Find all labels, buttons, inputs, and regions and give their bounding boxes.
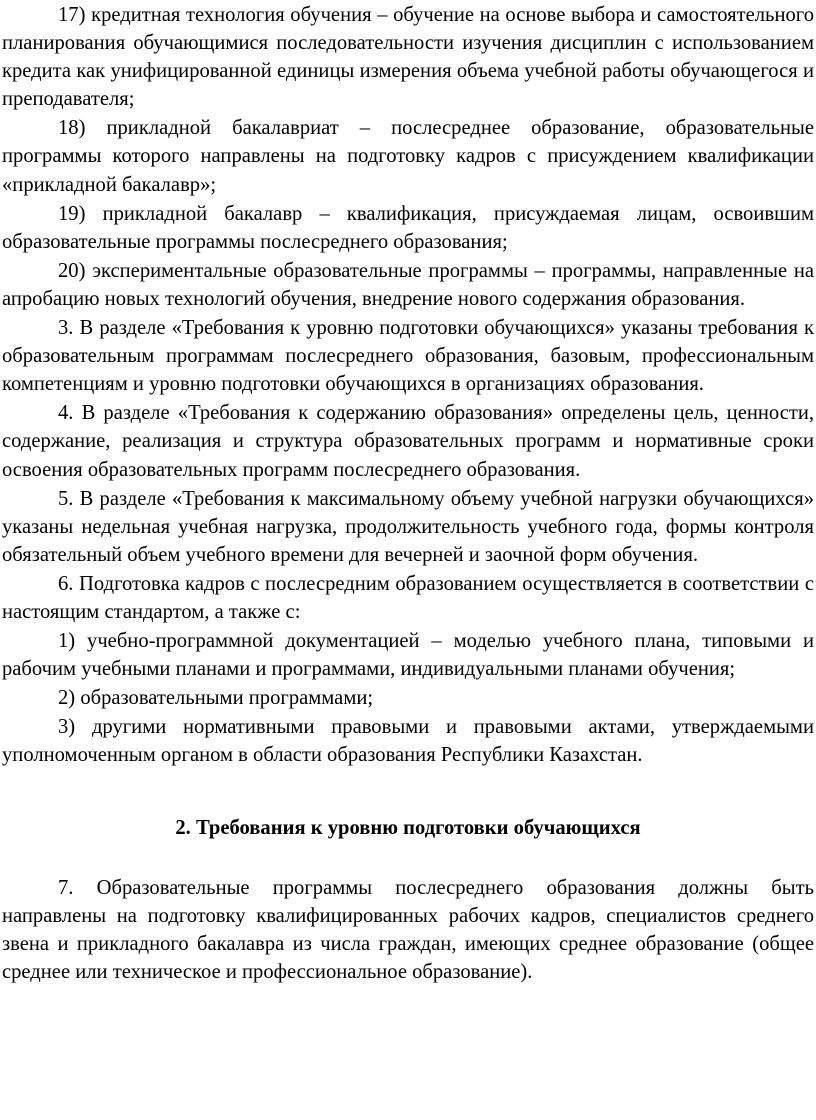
paragraph (2, 484, 814, 569)
paragraph-number: 1) (58, 630, 76, 653)
paragraph-number: 7. (58, 876, 74, 899)
paragraph-text: кредитная технология обучения – обучение на основе выбора и самостоятельного планирования обучающимися последовательности изучения дисциплин с использованием кредита как унифицированной единицы измерения объема учебной работы обучающегося и преподавателя; (2, 4, 814, 111)
paragraph-text: прикладной бакалавр – квалификация, присуждаемая лицам, освоившим образовательные программы послесреднего образования; (2, 202, 814, 253)
paragraph (2, 0, 814, 113)
paragraph-number: 18) (58, 117, 86, 140)
paragraph (2, 313, 814, 398)
paragraph (2, 199, 814, 256)
paragraph-number: 17) (58, 4, 86, 26)
paragraph-number: 19) (58, 202, 86, 225)
paragraph-text: В разделе «Требования к уровню подготовки обучающихся» указаны требования к образовательным программам послесреднего образования, базовым, профессиональным компетенциям и уровню подготовки обучающихся в организациях образования. (2, 317, 814, 396)
paragraph-text: учебно-программной документацией – моделью учебного плана, типовыми и рабочим учебными планами и программами, индивидуальными планами обучения; (2, 630, 814, 681)
paragraph-text: В разделе «Требования к максимальному объему учебной нагрузки обучающихся» указаны недельная учебная нагрузка, продолжительность учебного года, формы контроля обязательный объем учебного времени для вечерней и заочной форм обучения. (2, 487, 815, 566)
section-gap (2, 770, 814, 814)
paragraph (2, 569, 814, 626)
paragraph-number: 5. (58, 487, 74, 510)
paragraph (2, 113, 814, 198)
section-heading: 2. Требования к уровню подготовки обучающихся (175, 816, 641, 839)
paragraph-text: Подготовка кадров с послесредним образованием осуществляется в соответствии с настоящим стандартом, а также с: (2, 572, 814, 623)
paragraph (2, 398, 814, 483)
paragraph-number: 20) (58, 259, 86, 282)
paragraph (2, 683, 814, 712)
paragraph-number: 6. (58, 572, 74, 595)
paragraph-number: 4. (58, 402, 74, 425)
paragraph-text: другими нормативными правовыми и правовыми актами, утверждаемыми уполномоченным органом в области образования Республики Казахстан. (2, 716, 814, 767)
paragraph-text: образовательными программами; (80, 687, 374, 710)
paragraph-text: экспериментальные образовательные программы – программы, направленные на апробацию новых технологий обучения, внедрение нового содержания образования. (2, 259, 814, 310)
paragraph (2, 256, 814, 313)
paragraph-number: 3) (58, 716, 76, 739)
heading-gap (2, 842, 814, 873)
paragraph-number: 3. (58, 317, 74, 340)
paragraph (2, 626, 814, 683)
paragraph-text: прикладной бакалавриат – послесреднее образование, образовательные программы которого направлены на подготовку кадров с присуждением квалификации «прикладной бакалавр»; (2, 117, 814, 196)
requirements-block (2, 873, 814, 986)
paragraph-text: Образовательные программы послесреднего образования должны быть направлены на подготовку квалифицированных рабочих кадров, специалистов среднего звена и прикладного бакалавра из числа граждан, имеющих среднее образование (общее среднее или техническое и профессиональное образование). (2, 876, 814, 983)
paragraph-text: В разделе «Требования к содержанию образования» определены цель, ценности, содержание, реализация и структура образовательных программ и нормативные сроки освоения образовательных программ послесреднего образования. (2, 402, 815, 481)
definitions-block (2, 0, 814, 770)
paragraph (2, 712, 814, 769)
paragraph-number: 2) (58, 687, 76, 710)
paragraph (2, 873, 814, 986)
